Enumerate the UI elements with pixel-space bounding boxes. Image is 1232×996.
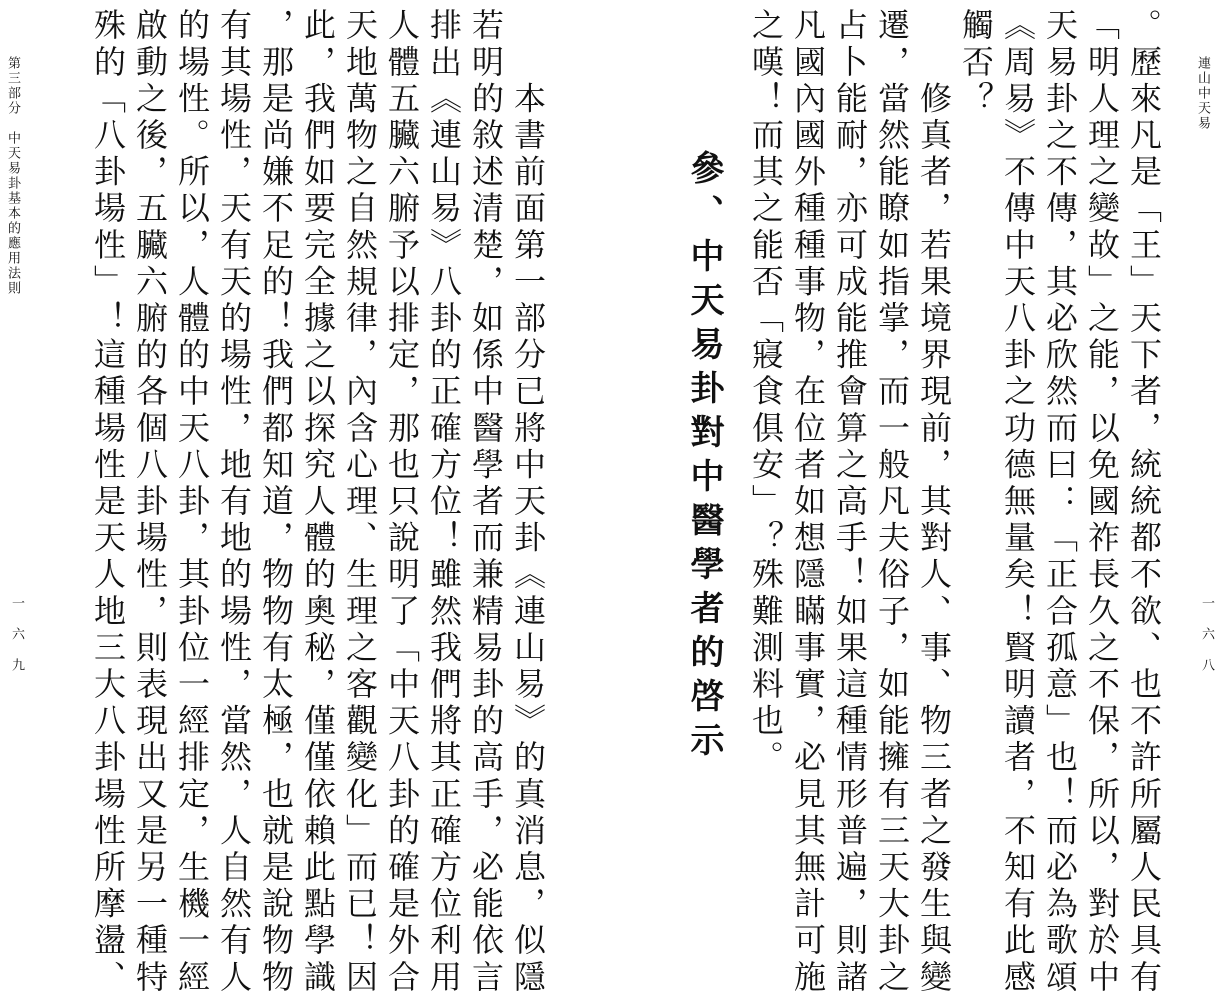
- text-column: 凡國內國外種種事物，在位者如想隱瞞事實，必見其無計可施: [789, 8, 827, 996]
- page-number: 一六八: [1199, 596, 1214, 689]
- text-column: 。歷來凡是「王」天下者，統統都不欲、也不許所屬人民具有: [1125, 8, 1163, 996]
- section-heading: 參、中天易卦對中醫學者的啓示: [684, 150, 724, 766]
- text-column: ，那是尚嫌不足的！我們都知道，物物有太極，也就是說物物: [257, 8, 295, 996]
- text-column: 排出《連山易》八卦的正確方位！雖然我們將其正確方位利用: [425, 8, 463, 996]
- text-column: 觸否？: [957, 8, 995, 118]
- text-column: 天易卦之不傳，其必欣然而曰：「正合孤意」也！而必為歌頌: [1041, 8, 1079, 996]
- text-column: 占卜能耐，亦可成能推會算之高手！如果這種情形普遍，則諸: [831, 8, 869, 996]
- text-column: 若明的敘述清楚，如係中醫學者而兼精易卦的高手，必能依言: [467, 8, 505, 996]
- text-column: 《周易》不傳中天八卦之功德無量矣！賢明讀者，不知有此感: [999, 8, 1037, 996]
- text-column: 修真者，若果境界現前，其對人、事、物三者之發生與變: [915, 8, 953, 996]
- text-column: 此，我們如要完全據之以探究人體的奧秘，僅僅依賴此點學識: [299, 8, 337, 996]
- text-column: 有其場性，天有天的場性，地有地的場性，當然，人自然有人: [215, 8, 253, 996]
- text-column: 人體五臟六腑予以排定，那也只說明了「中天八卦的確是外合: [383, 8, 421, 996]
- text-column: 啟動之後，五臟六腑的各個八卦場性，則表現出又是另一種特: [131, 8, 169, 996]
- running-head: 第三部分 中天易卦基本的應用法則: [5, 56, 20, 296]
- page-number: 一六九: [9, 596, 24, 689]
- text-column: 本書前面第一部分已將中天卦《連山易》的真消息，似隱: [509, 8, 547, 996]
- text-column: 「明人理之變故」之能，以免國祚長久之不保，所以，對於中: [1083, 8, 1121, 996]
- text-column: 的場性。所以，人體的中天八卦，其卦位一經排定，生機一經: [173, 8, 211, 996]
- text-column: 殊的「八卦場性」！這種場性是天人地三大八卦場性所摩盪、: [89, 8, 127, 996]
- text-column: 之嘆！而其之能否「寢食俱安」？殊難測料也。: [747, 8, 785, 777]
- text-column: 天地萬物之自然規律，內含心理、生理之客觀變化」而已！因: [341, 8, 379, 996]
- text-column: 遷，當然能瞭如指掌，而一般凡夫俗子，如能擁有三天大卦之: [873, 8, 911, 996]
- running-head: 連山中天易: [1195, 56, 1210, 131]
- right-page: [616, 0, 1232, 996]
